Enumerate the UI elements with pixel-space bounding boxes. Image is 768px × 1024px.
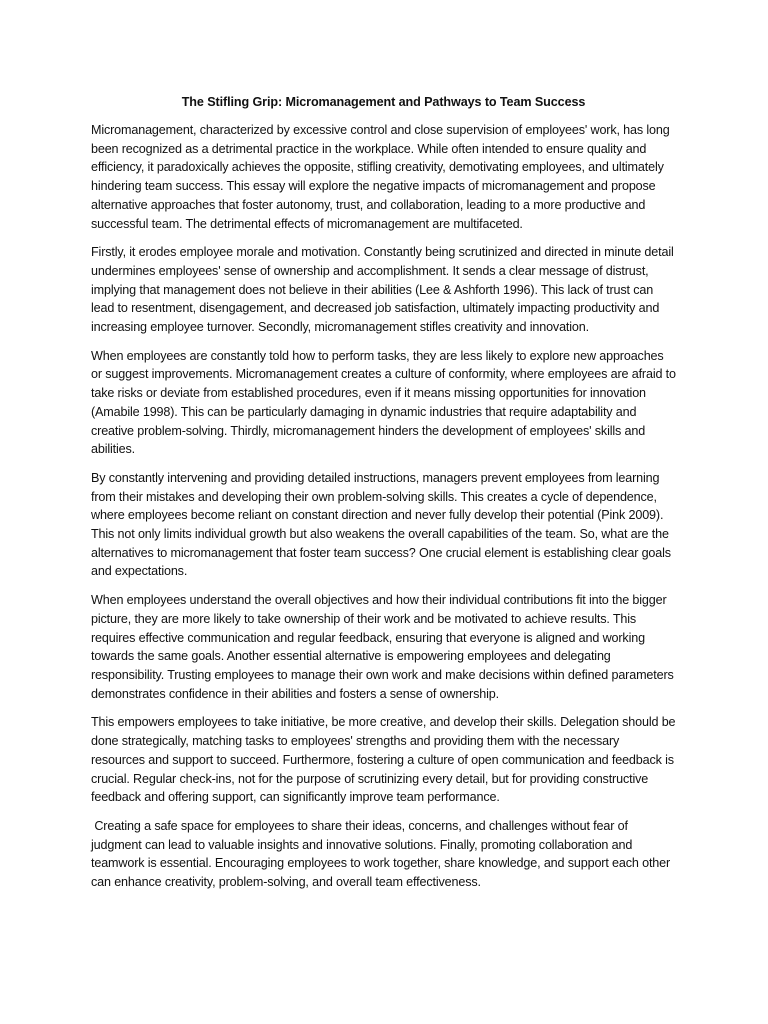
paragraph-dependence: By constantly intervening and providing detailed instructions, managers prevent employees from learning from their mistakes and developing their own problem-solving skills. This creates a cycle of dependence, where employees become reliant on constant direction and never fully develop their potential (Pink 2009). This not only limits individual growth but also weakens the overall capabilities of the team. So, what are the alternatives to micromanagement that foster team success? One crucial element is establishing clear goals and expectations. — [91, 470, 671, 579]
paragraph-intro: Micromanagement, characterized by excessive control and close supervision of employees' work, has long been recognized as a detrimental practice in the workplace. While often intended to ensure quality and efficiency, it paradoxically achieves the opposite, stifling creativity, demotivating employees, and ultimately hindering team success. This essay will explore the negative impacts of micromanagement and propose alternative approaches that foster autonomy, trust, and collaboration, leading to a more productive and successful team. The detrimental effects of micromanagement are multifaceted. — [91, 123, 670, 231]
paragraph-collaboration: Creating a safe space for employees to share their ideas, concerns, and challenges without fear of judgment can lead to valuable insights and innovative solutions. Finally, promoting collaboration and teamwork is essential. Encouraging employees to work together, share knowledge, and support each other can enhance creativity, problem-solving, and overall team effectiveness. — [91, 818, 674, 890]
paragraph-morale: Firstly, it erodes employee morale and motivation. Constantly being scrutinized and directed in minute detail undermines employees' sense of ownership and accomplishment. It sends a clear message of distrust, implying that management does not believe in their abilities (Lee & Ashforth 1996). This lack of trust can lead to resentment, disengagement, and decreased job satisfaction, ultimately impacting productivity and increasing employee turnover. Secondly, micromanagement stifles creativity and innovation. — [91, 245, 674, 335]
paragraph-delegation: This empowers employees to take initiative, be more creative, and develop their skills. Delegation should be done strategically, matching tasks to employees' strengths and providing them with the necessary resources and support to succeed. Furthermore, fostering a culture of open communication and feedback is crucial. Regular check-ins, not for the purpose of scrutinizing every detail, but for providing constructive feedback and offering support, can significantly improve team performance. — [91, 715, 676, 805]
paragraph-goals: When employees understand the overall objectives and how their individual contributions fit into the bigger picture, they are more likely to take ownership of their work and be motivated to achieve results. This requires effective communication and regular feedback, ensuring that everyone is aligned and working towards the same goals. Another essential alternative is empowering employees and delegating responsibility. Trusting employees to manage their own work and make decisions within defined parameters demonstrates confidence in their abilities and fosters a sense of ownership. — [91, 593, 674, 701]
document-title: The Stifling Grip: Micromanagement and Pathways to Team Success — [181, 95, 586, 109]
paragraph-creativity: When employees are constantly told how to perform tasks, they are less likely to explore new approaches or suggest improvements. Micromanagement creates a culture of conformity, where employees are afraid to take risks or deviate from established procedures, even if it means missing opportunities for innovation (Amabile 1998). This can be particularly damaging in dynamic industries that require adaptability and creative problem-solving. Thirdly, micromanagement hinders the development of employees' skills and abilities. — [91, 348, 676, 457]
